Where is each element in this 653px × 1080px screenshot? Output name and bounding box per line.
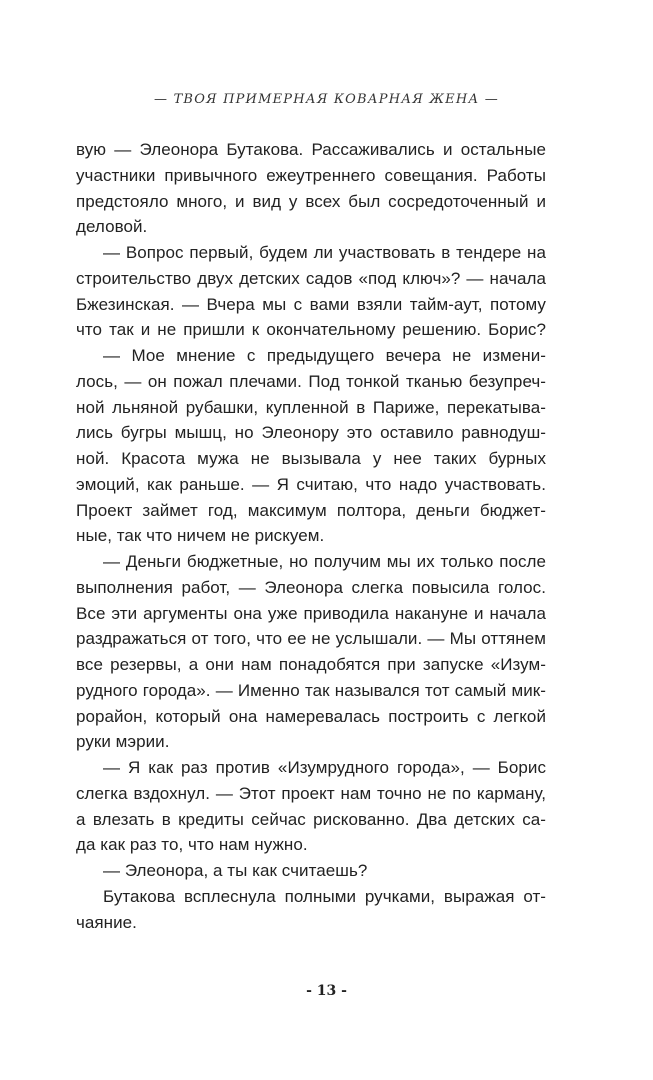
body-line: а влезать в кредиты сейчас рискованно. Два детских са- [76, 809, 546, 829]
body-line: ной льняной рубашки, купленной в Париже, перекатыва- [76, 397, 546, 417]
body-line: предстояло много, и вид у всех был сосредоточенный и [76, 191, 546, 211]
body-line: что так и не пришли к окончательному решению. Борис? [76, 320, 546, 340]
body-line: Все эти аргументы она уже приводила накануне и начала [76, 603, 546, 623]
body-line: ной. Красота мужа не вызывала у нее таких бурных [76, 449, 546, 468]
body-line: — Мое мнение с предыдущего вечера не измени- [103, 346, 546, 365]
body-line: строительство двух детских садов «под ключ»? — начала [76, 268, 546, 288]
body-line: раздражаться от того, что ее не услышали. — Мы оттянем [76, 629, 546, 649]
body-line: да как раз то, что нам нужно. [76, 835, 308, 855]
body-line: слегка вздохнул. — Этот проект нам точно не по карману, [76, 783, 546, 803]
body-line: ные, так что ничем не рискуем. [76, 526, 325, 546]
body-line: — Деньги бюджетные, но получим мы их только после [103, 552, 546, 571]
body-line: деловой. [76, 217, 148, 237]
body-line: Бжезинская. — Вчера мы с вами взяли тайм-аут, потому [76, 294, 546, 314]
body-line: — Вопрос первый, будем ли участвовать в тендере на [103, 243, 546, 262]
body-line: рорайон, который она намеревалась построить с легкой [76, 706, 546, 726]
body-line: лось, — он пожал плечами. Под тонкой тканью безупреч- [76, 371, 546, 391]
body-line: Проект займет год, максимум полтора, деньги бюджет- [76, 500, 546, 520]
body-line: участники привычного ежеутреннего совещания. Работы [76, 165, 546, 185]
body-line: рудного города». — Именно так назывался тот самый мик- [76, 680, 546, 700]
body-line: — Элеонора, а ты как считаешь? [103, 861, 368, 880]
body-line: вую — Элеонора Бутакова. Рассаживались и остальные [76, 140, 546, 159]
body-line: эмоций, как раньше. — Я считаю, что надо участвовать. [76, 474, 546, 494]
body-line: выполнения работ, — Элеонора слегка повысила голос. [76, 577, 546, 597]
body-line: руки мэрии. [76, 732, 170, 752]
page-number: - 13 - [306, 983, 347, 999]
page-body [76, 137, 546, 935]
body-line: чаяние. [76, 912, 137, 932]
running-head: — ТВОЯ ПРИМЕРНАЯ КОВАРНАЯ ЖЕНА — [154, 92, 499, 107]
body-line: Бутакова всплеснула полными ручками, выражая от- [103, 886, 546, 906]
body-line: — Я как раз против «Изумрудного города», — Борис [103, 758, 546, 777]
body-line: все резервы, а они нам понадобятся при запуске «Изум- [76, 655, 546, 674]
body-line: лись бугры мышц, но Элеонору это оставило равнодуш- [76, 423, 546, 443]
